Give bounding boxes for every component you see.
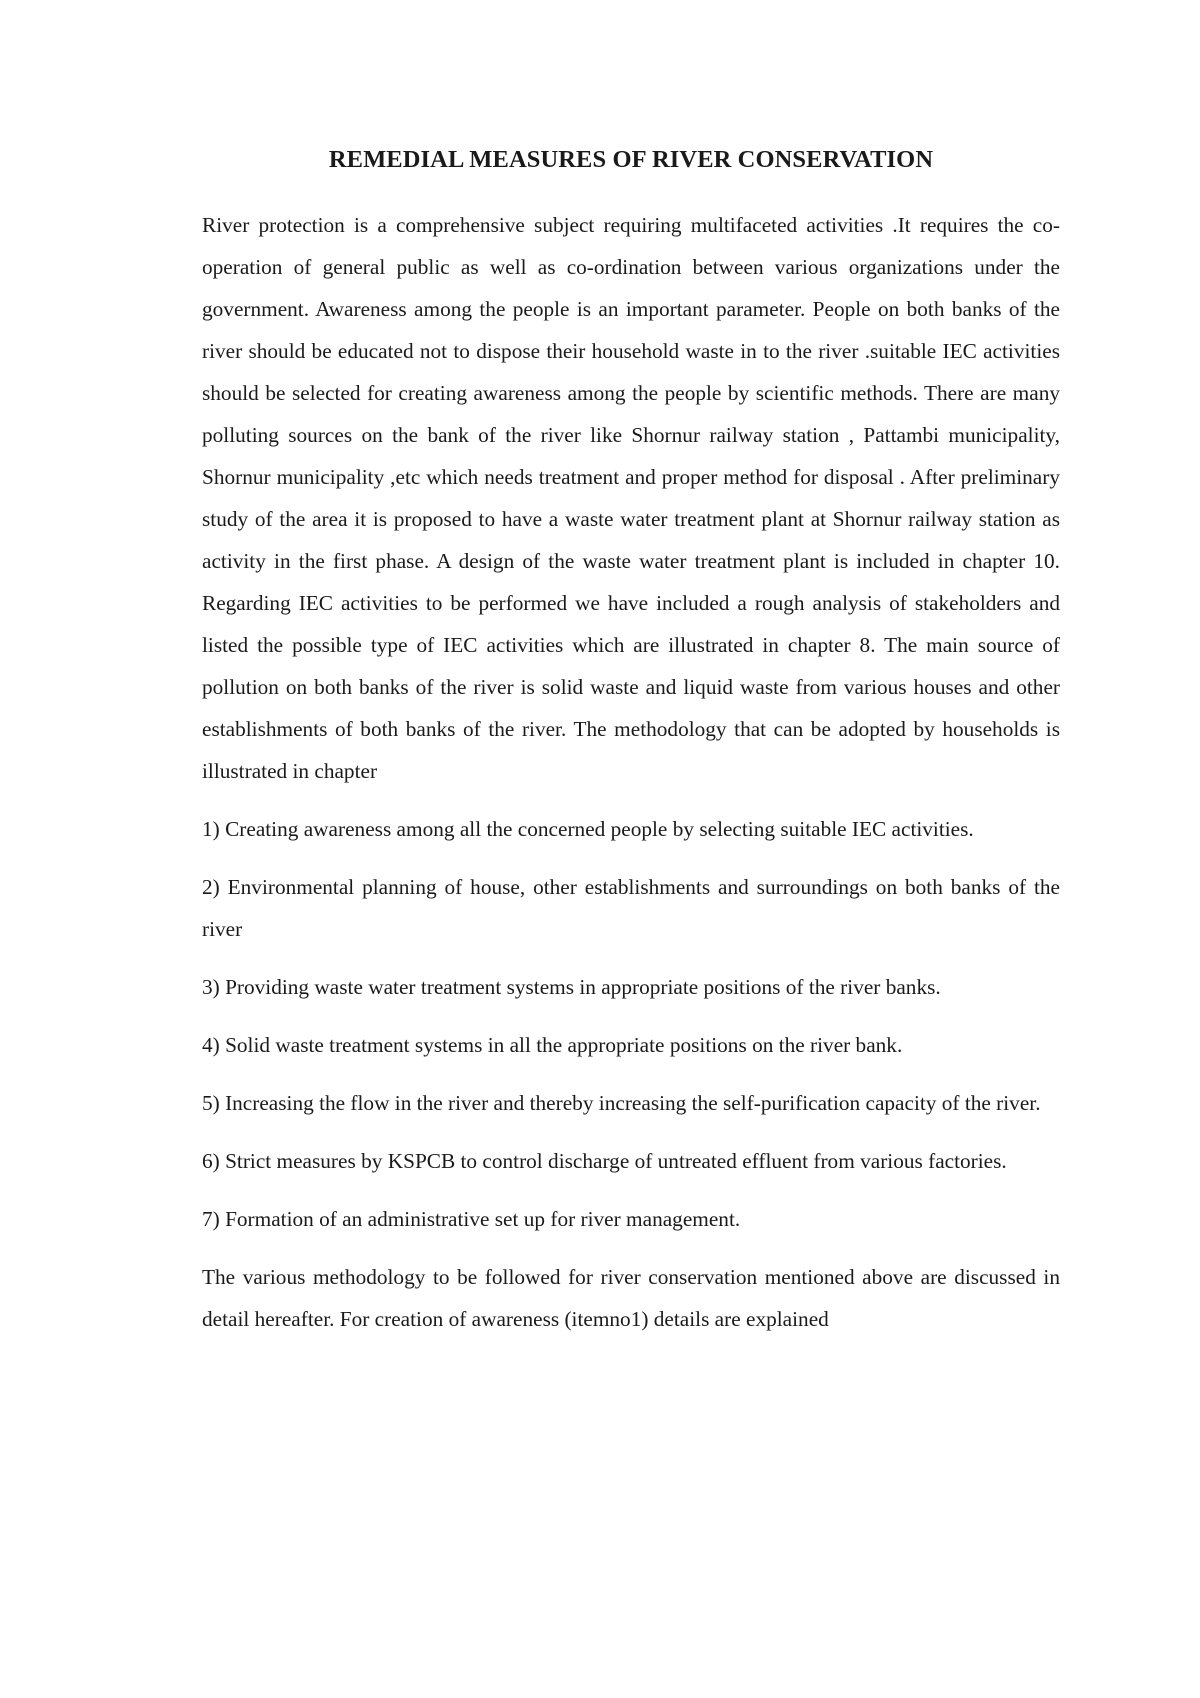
measure-item-4: 4) Solid waste treatment systems in all the appropriate positions on the river bank.: [202, 1033, 903, 1057]
measures-list: [202, 808, 1060, 1240]
closing-paragraph: The various methodology to be followed for river conservation mentioned above are discussed in detail hereafter. For creation of awareness (itemno1) details are explained: [202, 1265, 1060, 1331]
intro-paragraph: River protection is a comprehensive subject requiring multifaceted activities .It requires the co-operation of general public as well as co-ordination between various organizations under the government. Awareness among the people is an important parameter. People on both banks of the river should be educated not to dispose their household waste in to the river .suitable IEC activities should be selected for creating awareness among the people by scientific methods. There are many polluting sources on the bank of the river like Shornur railway station , Pattambi municipality, Shornur municipality ,etc which needs treatment and proper method for disposal . After preliminary study of the area it is proposed to have a waste water treatment plant at Shornur railway station as activity in the first phase. A design of the waste water treatment plant is included in chapter 10. Regarding IEC activities to be performed we have included a rough analysis of stakeholders and listed the possible type of IEC activities which are illustrated in chapter 8. The main source of pollution on both banks of the river is solid waste and liquid waste from various houses and other establishments of both banks of the river. The methodology that can be adopted by households is illustrated in chapter: [202, 213, 1060, 783]
document-title: REMEDIAL MEASURES OF RIVER CONSERVATION: [328, 146, 934, 173]
measure-item-6: 6) Strict measures by KSPCB to control discharge of untreated effluent from various factories.: [202, 1149, 1007, 1173]
measure-item-7: 7) Formation of an administrative set up for river management.: [202, 1207, 741, 1231]
measure-item-1: 1) Creating awareness among all the concerned people by selecting suitable IEC activities.: [202, 817, 974, 841]
measure-item-3: 3) Providing waste water treatment systems in appropriate positions of the river banks.: [202, 975, 941, 999]
measure-item-5: 5) Increasing the flow in the river and thereby increasing the self-purification capacity of the river.: [202, 1091, 1041, 1115]
document-content: [202, 142, 1060, 1356]
measure-item-2: 2) Environmental planning of house, other establishments and surroundings on both banks of the river: [202, 875, 1060, 941]
